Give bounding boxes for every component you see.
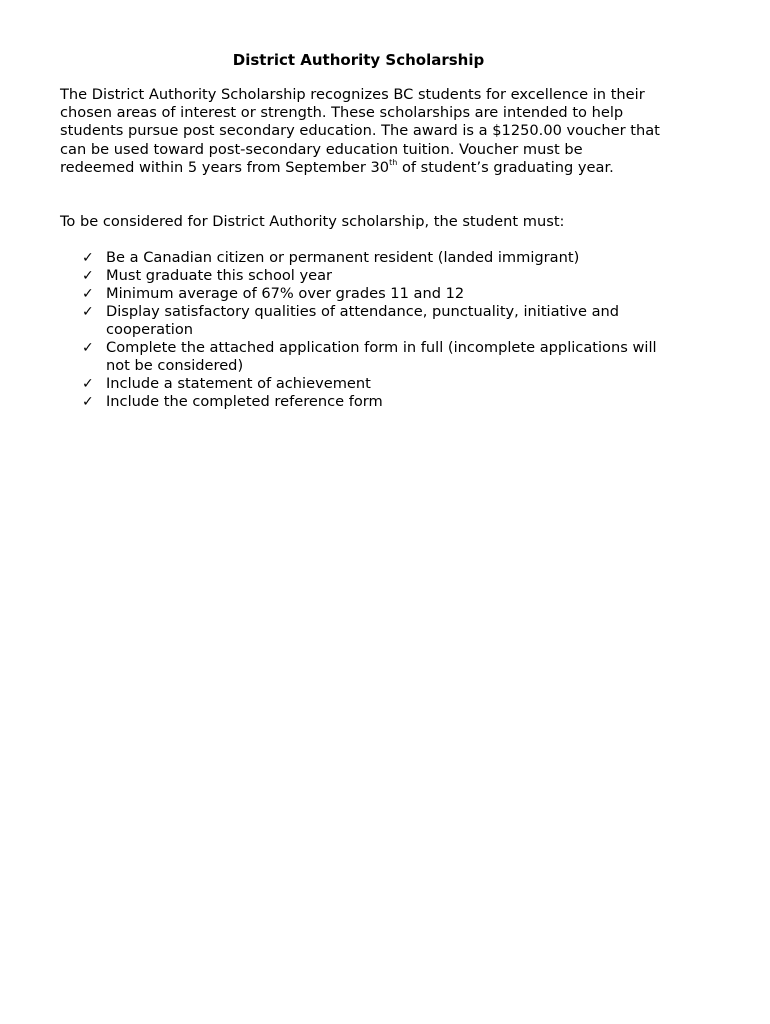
requirements-lead: To be considered for District Authority scholarship, the student must: <box>60 213 565 231</box>
checkmark-icon: ✓ <box>82 268 94 285</box>
requirement-text: Must graduate this school year <box>106 267 333 285</box>
requirement-text: Display satisfactory qualities of attendance, punctuality, initiative and cooperation <box>106 303 620 339</box>
list-item <box>82 285 662 303</box>
list-item <box>82 339 662 375</box>
requirement-text: Minimum average of 67% over grades 11 and 12 <box>106 285 465 303</box>
document-title: District Authority Scholarship <box>232 51 485 69</box>
checkmark-icon: ✓ <box>82 286 94 303</box>
checkmark-icon: ✓ <box>82 340 94 357</box>
list-item <box>82 267 662 285</box>
intro-text: The District Authority Scholarship recognizes BC students for excellence in their chosen areas of interest or strength. These scholarships are intended to help students pursue post secondary education. The award is a $1250.00 voucher that can be used toward post-secondary education tuition. Voucher must be redeemed within 5 years from September 30 <box>60 86 660 176</box>
intro-text-end: of student’s graduating year. <box>397 158 614 176</box>
list-item <box>82 303 662 339</box>
requirement-text: Include a statement of achievement <box>106 375 371 393</box>
requirements-list <box>60 249 662 411</box>
checkmark-icon: ✓ <box>82 304 94 321</box>
ordinal-suffix: th <box>389 157 398 167</box>
checkmark-icon: ✓ <box>82 394 94 411</box>
checkmark-icon: ✓ <box>82 250 94 267</box>
checkmark-icon: ✓ <box>82 376 94 393</box>
list-item <box>82 249 662 267</box>
intro-paragraph <box>60 86 660 177</box>
requirement-text: Include the completed reference form <box>106 393 383 411</box>
requirement-text: Complete the attached application form in full (incomplete applications will not be considered) <box>106 339 657 375</box>
requirement-text: Be a Canadian citizen or permanent resident (landed immigrant) <box>106 249 580 267</box>
list-item <box>82 393 662 411</box>
list-item <box>82 375 662 393</box>
